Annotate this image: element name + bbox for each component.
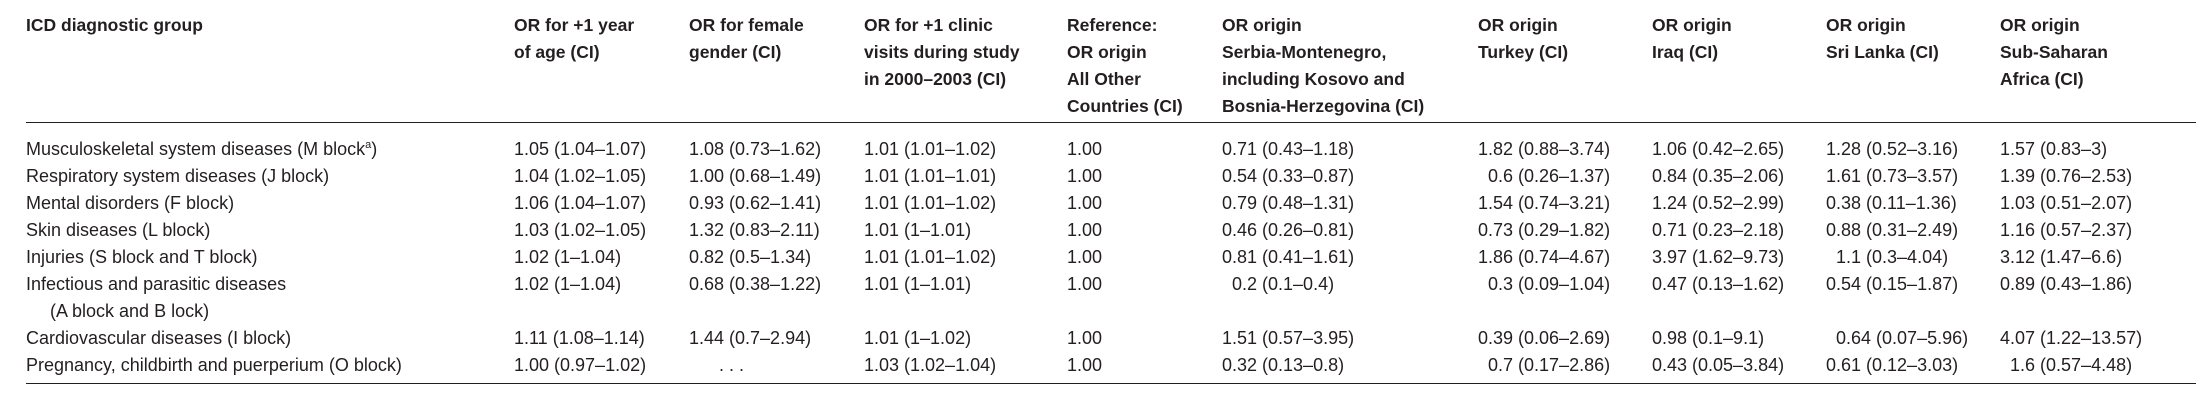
table-cell: 1.03 (0.51–2.07) — [2000, 193, 2133, 213]
column-header: OR origin Sub-Saharan Africa (CI) — [2000, 15, 2108, 89]
column-header: OR for +1 clinic visits during study in 2000–2003 (CI) — [864, 15, 1020, 89]
table-cell: 0.38 (0.11–1.36) — [1826, 193, 1957, 213]
results-table — [26, 10, 2196, 384]
table-cell: 1.01 (1–1.01) — [864, 220, 972, 240]
table-cell: 0.2 (0.1–0.4) — [1222, 274, 1335, 294]
row-label — [26, 271, 514, 325]
table-cell: 4.07 (1.22–13.57) — [2000, 328, 2143, 348]
table-row — [26, 136, 2196, 163]
table-row — [26, 271, 2196, 325]
table-row — [26, 244, 2196, 271]
table-cell: 0.47 (0.13–1.62) — [1652, 274, 1785, 294]
row-label-text: Pregnancy, childbirth and puerperium (O block) — [26, 355, 402, 375]
row-label — [26, 217, 514, 244]
table-cell: 0.64 (0.07–5.96) — [1826, 328, 1969, 348]
footnote-marker: a — [365, 139, 372, 151]
row-label — [26, 244, 514, 271]
table-cell: 0.81 (0.41–1.61) — [1222, 247, 1355, 267]
table-cell: 1.00 — [1067, 166, 1103, 186]
row-label-text: Musculoskeletal system diseases (M block — [26, 139, 366, 159]
table-cell: 1.00 — [1067, 139, 1103, 159]
row-label — [26, 352, 514, 379]
column-header: OR origin Iraq (CI) — [1652, 15, 1732, 62]
row-label — [26, 190, 514, 217]
table-cell: 1.01 (1.01–1.02) — [864, 193, 997, 213]
table-cell: 0.88 (0.31–2.49) — [1826, 220, 1959, 240]
row-label-text: Skin diseases (L block) — [26, 220, 211, 240]
row-label — [26, 136, 514, 163]
table-cell: 0.61 (0.12–3.03) — [1826, 355, 1959, 375]
table-cell: 1.01 (1.01–1.02) — [864, 139, 997, 159]
table-cell: 1.00 — [1067, 220, 1103, 240]
table-cell: 1.06 (1.04–1.07) — [514, 193, 647, 213]
row-label — [26, 325, 514, 352]
table-cell: 1.01 (1–1.01) — [864, 274, 972, 294]
table-cell: . . . — [689, 355, 745, 375]
table-cell: 0.71 (0.23–2.18) — [1652, 220, 1785, 240]
table-cell: 1.04 (1.02–1.05) — [514, 166, 647, 186]
table-cell: 1.00 — [1067, 193, 1103, 213]
table-cell: 1.08 (0.73–1.62) — [689, 139, 822, 159]
table-cell: 1.82 (0.88–3.74) — [1478, 139, 1611, 159]
table-cell: 0.6 (0.26–1.37) — [1478, 166, 1611, 186]
column-header: Reference: OR origin All Other Countries (CI) — [1067, 15, 1183, 116]
table-row — [26, 190, 2196, 217]
table-cell: 0.79 (0.48–1.31) — [1222, 193, 1355, 213]
table-cell: 1.01 (1–1.02) — [864, 328, 972, 348]
column-header: OR origin Sri Lanka (CI) — [1826, 15, 1939, 62]
table-cell: 1.01 (1.01–1.01) — [864, 166, 997, 186]
table-cell: 0.39 (0.06–2.69) — [1478, 328, 1611, 348]
row-label-text: Injuries (S block and T block) — [26, 247, 258, 267]
row-label-text: Cardiovascular diseases (I block) — [26, 328, 292, 348]
table-cell: 1.1 (0.3–4.04) — [1826, 247, 1949, 267]
table-cell: 0.54 (0.33–0.87) — [1222, 166, 1355, 186]
table-cell: 0.54 (0.15–1.87) — [1826, 274, 1959, 294]
table-cell: 3.12 (1.47–6.6) — [2000, 247, 2123, 267]
table-cell: 0.43 (0.05–3.84) — [1652, 355, 1785, 375]
table-cell: 0.46 (0.26–0.81) — [1222, 220, 1355, 240]
row-label-text: Respiratory system diseases (J block) — [26, 166, 330, 186]
table-cell: 0.3 (0.09–1.04) — [1478, 274, 1611, 294]
table-cell: 0.68 (0.38–1.22) — [689, 274, 822, 294]
table-cell: 3.97 (1.62–9.73) — [1652, 247, 1785, 267]
table-cell: 1.00 — [1067, 328, 1103, 348]
table-cell: 0.84 (0.35–2.06) — [1652, 166, 1785, 186]
table-cell: 1.00 (0.68–1.49) — [689, 166, 822, 186]
table-row — [26, 352, 2196, 379]
row-label-tail: ) — [371, 139, 378, 159]
table-cell: 1.61 (0.73–3.57) — [1826, 166, 1959, 186]
table-cell: 1.00 (0.97–1.02) — [514, 355, 647, 375]
table-cell: 1.00 — [1067, 274, 1103, 294]
table-cell: 1.39 (0.76–2.53) — [2000, 166, 2133, 186]
table-cell: 1.03 (1.02–1.05) — [514, 220, 647, 240]
table-cell: 1.28 (0.52–3.16) — [1826, 139, 1959, 159]
table-cell: 1.54 (0.74–3.21) — [1478, 193, 1611, 213]
table-cell: 1.57 (0.83–3) — [2000, 139, 2108, 159]
column-header: ICD diagnostic group — [26, 15, 203, 35]
table-cell: 1.16 (0.57–2.37) — [2000, 220, 2133, 240]
table-cell: 0.93 (0.62–1.41) — [689, 193, 822, 213]
table-cell: 0.32 (0.13–0.8) — [1222, 355, 1345, 375]
row-label-text: Infectious and parasitic diseases — [26, 274, 287, 294]
table-cell: 1.02 (1–1.04) — [514, 274, 622, 294]
table-row — [26, 217, 2196, 244]
table-cell: 1.24 (0.52–2.99) — [1652, 193, 1785, 213]
table-cell: 1.6 (0.57–4.48) — [2000, 355, 2133, 375]
table-cell: 1.00 — [1067, 355, 1103, 375]
table-cell: 1.44 (0.7–2.94) — [689, 328, 812, 348]
table-cell: 0.89 (0.43–1.86) — [2000, 274, 2133, 294]
row-label-continuation: (A block and B lock) — [50, 301, 210, 321]
table-header-row — [26, 10, 2196, 122]
table-cell: 1.03 (1.02–1.04) — [864, 355, 997, 375]
row-label — [26, 163, 514, 190]
table-body — [26, 123, 2196, 383]
table-cell: 0.73 (0.29–1.82) — [1478, 220, 1611, 240]
table-row — [26, 163, 2196, 190]
table-cell: 1.01 (1.01–1.02) — [864, 247, 997, 267]
column-header: OR origin Turkey (CI) — [1478, 15, 1569, 62]
table-cell: 1.11 (1.08–1.14) — [514, 328, 645, 348]
bottom-rule — [26, 383, 2196, 384]
column-header: OR origin Serbia-Montenegro, including Kosovo and Bosnia-Herzegovina (CI) — [1222, 15, 1425, 116]
table-cell: 0.82 (0.5–1.34) — [689, 247, 812, 267]
column-header: OR for female gender (CI) — [689, 15, 804, 62]
table-cell: 1.05 (1.04–1.07) — [514, 139, 647, 159]
table-cell: 0.7 (0.17–2.86) — [1478, 355, 1611, 375]
table-cell: 0.71 (0.43–1.18) — [1222, 139, 1355, 159]
table-cell: 1.86 (0.74–4.67) — [1478, 247, 1611, 267]
table-cell: 1.00 — [1067, 247, 1103, 267]
table-cell: 0.98 (0.1–9.1) — [1652, 328, 1765, 348]
table-cell: 1.02 (1–1.04) — [514, 247, 622, 267]
table-cell: 1.51 (0.57–3.95) — [1222, 328, 1355, 348]
table-cell: 1.32 (0.83–2.11) — [689, 220, 820, 240]
table-cell: 1.06 (0.42–2.65) — [1652, 139, 1785, 159]
table-row — [26, 325, 2196, 352]
column-header: OR for +1 year of age (CI) — [514, 15, 635, 62]
row-label-text: Mental disorders (F block) — [26, 193, 235, 213]
